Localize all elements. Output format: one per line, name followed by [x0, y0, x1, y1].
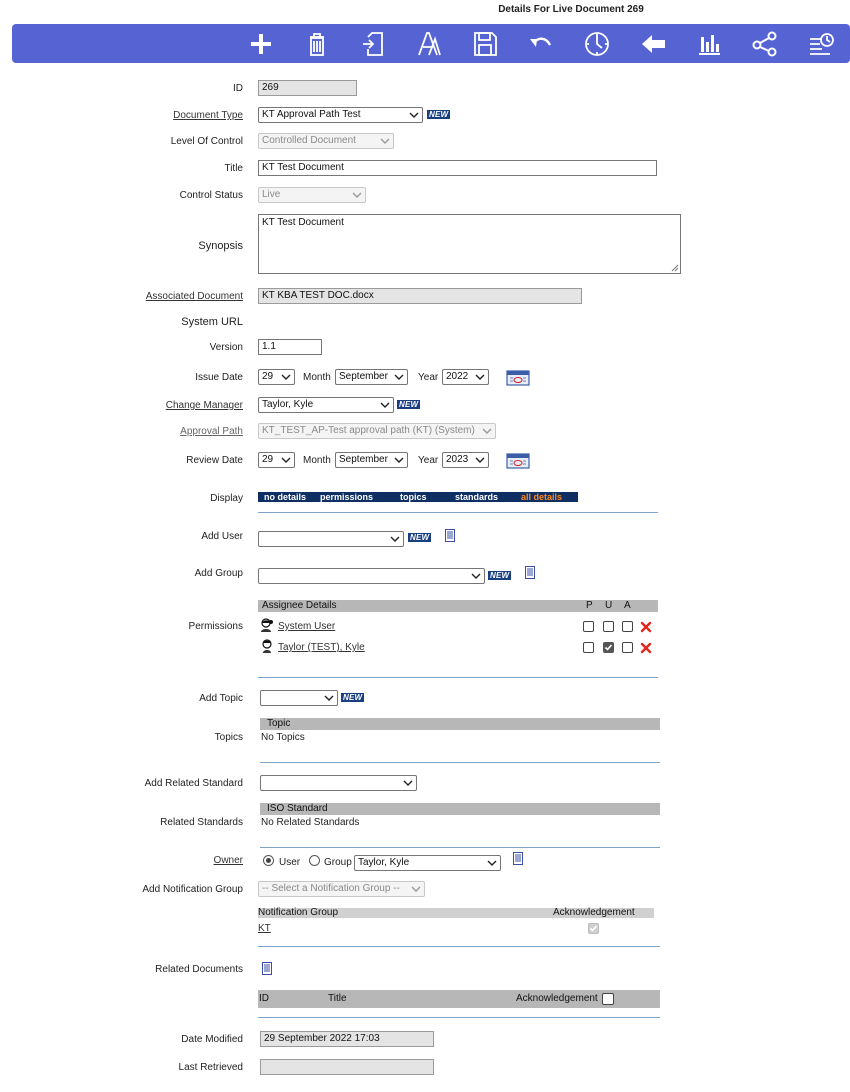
statistics-button[interactable]: [694, 29, 724, 59]
chevron-down-icon: [394, 455, 404, 465]
review-icon: [808, 31, 834, 57]
topics-header: [260, 718, 660, 730]
chevron-down-icon: [403, 778, 413, 788]
checkmark-icon: [604, 643, 613, 652]
add-related-standard-label: Add Related Standard: [144, 778, 243, 789]
acknowledgement-column-header: Acknowledgement: [553, 907, 635, 918]
review-year-value: 2023: [446, 454, 469, 465]
review-month-value: September: [339, 454, 388, 465]
calendar-icon[interactable]: [506, 368, 530, 386]
associated-document-field: KT KBA TEST DOC.docx: [258, 288, 582, 304]
checkmark-icon: [589, 924, 598, 933]
permission-user-link[interactable]: Taylor (TEST), Kyle: [278, 642, 365, 653]
review-year-select[interactable]: [442, 452, 489, 468]
last-retrieved-label: Last Retrieved: [178, 1062, 243, 1073]
title-input[interactable]: KT Test Document: [258, 160, 657, 176]
chevron-down-icon: [411, 884, 421, 894]
add-user-select[interactable]: [258, 531, 404, 547]
title-column-header: Title: [328, 993, 347, 1004]
review-date-label: Review Date: [186, 455, 243, 466]
divider: [260, 762, 660, 763]
iso-standard-column-header: ISO Standard: [267, 803, 328, 814]
delete-icon: [304, 31, 330, 57]
chevron-down-icon: [390, 534, 400, 544]
related-standards-header: [260, 803, 660, 815]
owner-user-radio[interactable]: [263, 855, 274, 866]
issue-month-select[interactable]: [335, 369, 408, 385]
associated-document-label[interactable]: Associated Document: [145, 291, 243, 302]
back-button[interactable]: [638, 29, 668, 59]
issue-day-select[interactable]: [258, 369, 295, 385]
id-field: 269: [258, 80, 357, 96]
col-a-header: A: [624, 600, 631, 611]
undo-button[interactable]: [526, 29, 556, 59]
issue-month-label: Month: [303, 372, 331, 383]
permission-u-checkbox[interactable]: [603, 621, 614, 632]
chevron-down-icon: [487, 858, 497, 868]
id-label: ID: [233, 83, 243, 94]
approval-path-label[interactable]: Approval Path: [180, 426, 243, 437]
add-notification-group-select[interactable]: [258, 881, 425, 897]
notification-groups-header: [258, 908, 654, 918]
acknowledge-all-checkbox[interactable]: [602, 993, 614, 1005]
display-standards-link[interactable]: standards: [455, 492, 499, 502]
permissions-header: [258, 600, 658, 612]
control-status-value: Live: [262, 189, 281, 200]
chevron-down-icon: [394, 372, 404, 382]
display-permissions-link[interactable]: permissions: [320, 492, 374, 502]
permission-a-checkbox[interactable]: [622, 642, 633, 653]
issue-date-label: Issue Date: [195, 372, 243, 383]
owner-user-label: User: [279, 857, 301, 868]
display-label: Display: [210, 493, 243, 504]
level-of-control-label: Level Of Control: [170, 136, 243, 147]
permissions-label: Permissions: [188, 621, 243, 632]
document-list-icon[interactable]: [262, 962, 272, 975]
new-group-button[interactable]: NEW: [490, 571, 510, 580]
page-title: Details For Live Document 269: [498, 4, 644, 15]
system-url-label: System URL: [181, 316, 243, 328]
synopsis-textarea[interactable]: [258, 214, 681, 274]
divider: [258, 677, 658, 678]
permission-p-checkbox[interactable]: [583, 621, 594, 632]
last-retrieved-field: [260, 1059, 434, 1075]
divider: [258, 512, 658, 513]
resize-handle-icon[interactable]: [671, 264, 679, 272]
chevron-down-icon: [380, 136, 390, 146]
history-button[interactable]: [582, 29, 612, 59]
chevron-down-icon: [380, 400, 390, 410]
acknowledgement-column-header: Acknowledgement: [516, 993, 598, 1004]
approval-path-select: [258, 423, 496, 439]
document-list-icon[interactable]: [445, 529, 455, 542]
new-topic-button[interactable]: NEW: [343, 693, 363, 702]
col-p-header: P: [586, 600, 593, 611]
id-column-header: ID: [259, 993, 269, 1004]
issue-day-value: 29: [262, 371, 274, 382]
related-documents-label: Related Documents: [155, 964, 243, 975]
display-all-details-link[interactable]: all details: [521, 492, 563, 502]
level-of-control-value: Controlled Document: [262, 135, 356, 146]
chevron-down-icon: [409, 110, 419, 120]
issue-year-select[interactable]: [442, 369, 489, 385]
date-modified-field: 29 September 2022 17:03: [260, 1031, 434, 1047]
related-documents-header: [258, 990, 660, 1008]
date-modified-label: Date Modified: [181, 1034, 243, 1045]
new-change-manager-button[interactable]: NEW: [399, 400, 419, 409]
control-status-label: Control Status: [179, 190, 243, 201]
add-group-label: Add Group: [194, 568, 243, 579]
version-input[interactable]: 1.1: [258, 339, 322, 355]
add-group-select[interactable]: [258, 568, 485, 584]
permission-user-link[interactable]: System User: [278, 621, 336, 632]
new-user-button[interactable]: NEW: [410, 533, 430, 542]
owner-value: Taylor, Kyle: [358, 857, 410, 868]
review-day-value: 29: [262, 454, 274, 465]
system-user-icon: [260, 618, 274, 632]
assignee-details-header: Assignee Details: [262, 600, 337, 611]
calendar-icon[interactable]: [506, 451, 530, 469]
issue-month-value: September: [339, 371, 388, 382]
owner-group-label: Group: [324, 857, 352, 868]
version-label: Version: [209, 342, 243, 353]
control-status-select: [258, 187, 366, 203]
issue-year-value: 2022: [446, 371, 469, 382]
add-user-label: Add User: [201, 531, 243, 542]
a-button[interactable]: [414, 29, 444, 59]
chevron-down-icon: [281, 372, 291, 382]
add-related-standard-select[interactable]: [260, 775, 417, 791]
add-icon: [248, 31, 274, 57]
notification-group-column-header: Notification Group: [258, 907, 339, 918]
change-manager-select[interactable]: [258, 397, 394, 413]
chevron-down-icon: [324, 693, 334, 703]
chevron-down-icon: [471, 571, 481, 581]
title-label: Title: [224, 163, 243, 174]
owner-label[interactable]: Owner: [213, 855, 243, 866]
chevron-down-icon: [281, 455, 291, 465]
display-no-details-link[interactable]: no details: [264, 492, 307, 502]
divider: [260, 847, 660, 848]
bar-chart-icon: [696, 31, 722, 57]
chevron-down-icon: [482, 426, 492, 436]
no-topics-text: No Topics: [261, 732, 305, 743]
history-clock-icon: [584, 31, 610, 57]
divider: [258, 946, 660, 947]
review-day-select[interactable]: [258, 452, 295, 468]
permission-p-checkbox[interactable]: [583, 642, 594, 653]
synopsis-label: Synopsis: [198, 240, 243, 252]
topics-label: Topics: [214, 732, 243, 743]
display-filter-bar: [258, 492, 578, 502]
add-notification-group-label: Add Notification Group: [142, 884, 243, 895]
review-button[interactable]: [806, 29, 836, 59]
level-of-control-select: [258, 133, 394, 149]
document-list-icon[interactable]: [513, 852, 523, 865]
delete-button[interactable]: [302, 29, 332, 59]
notification-group-placeholder: -- Select a Notification Group --: [262, 883, 400, 894]
related-standards-label: Related Standards: [160, 817, 243, 828]
change-manager-label[interactable]: Change Manager: [165, 400, 243, 411]
chevron-down-icon: [475, 372, 485, 382]
approval-path-value: KT_TEST_AP-Test approval path (KT) (System): [262, 425, 475, 436]
add-topic-label: Add Topic: [199, 693, 243, 704]
checkout-icon: [360, 31, 386, 57]
share-button[interactable]: [750, 29, 780, 59]
remove-icon[interactable]: [640, 621, 652, 633]
chevron-down-icon: [475, 455, 485, 465]
review-year-label: Year: [418, 455, 439, 466]
notification-ack-checkbox: [588, 923, 599, 934]
save-button[interactable]: [470, 29, 500, 59]
col-u-header: U: [605, 600, 613, 611]
display-topics-link[interactable]: topics: [400, 492, 427, 502]
owner-group-radio[interactable]: [309, 855, 320, 866]
add-button[interactable]: [246, 29, 276, 59]
divider: [258, 1017, 660, 1018]
checkout-button[interactable]: [358, 29, 388, 59]
change-manager-value: Taylor, Kyle: [262, 399, 314, 410]
document-type-label[interactable]: Document Type: [173, 110, 243, 121]
topic-column-header: Topic: [267, 718, 291, 729]
document-list-icon[interactable]: [525, 566, 535, 579]
undo-icon: [528, 31, 554, 57]
chevron-down-icon: [352, 190, 362, 200]
permission-a-checkbox[interactable]: [622, 621, 633, 632]
issue-year-label: Year: [418, 372, 439, 383]
review-month-select[interactable]: [335, 452, 408, 468]
back-arrow-icon: [640, 31, 666, 57]
no-related-standards-text: No Related Standards: [261, 817, 360, 828]
synopsis-value: KT Test Document: [262, 217, 344, 228]
document-type-value: KT Approval Path Test: [262, 109, 361, 120]
review-month-label: Month: [303, 455, 331, 466]
toolbar: [12, 24, 850, 63]
permission-u-checkbox[interactable]: [603, 642, 614, 653]
notification-group-link[interactable]: KT: [258, 923, 271, 934]
a-icon: [416, 31, 442, 57]
owner-select[interactable]: [354, 855, 501, 871]
remove-icon[interactable]: [640, 642, 652, 654]
save-icon: [472, 31, 498, 57]
user-icon: [261, 639, 275, 653]
add-topic-select[interactable]: [260, 690, 338, 706]
document-type-select[interactable]: [258, 107, 423, 123]
new-document-type-button[interactable]: NEW: [429, 110, 449, 119]
share-icon: [752, 31, 778, 57]
